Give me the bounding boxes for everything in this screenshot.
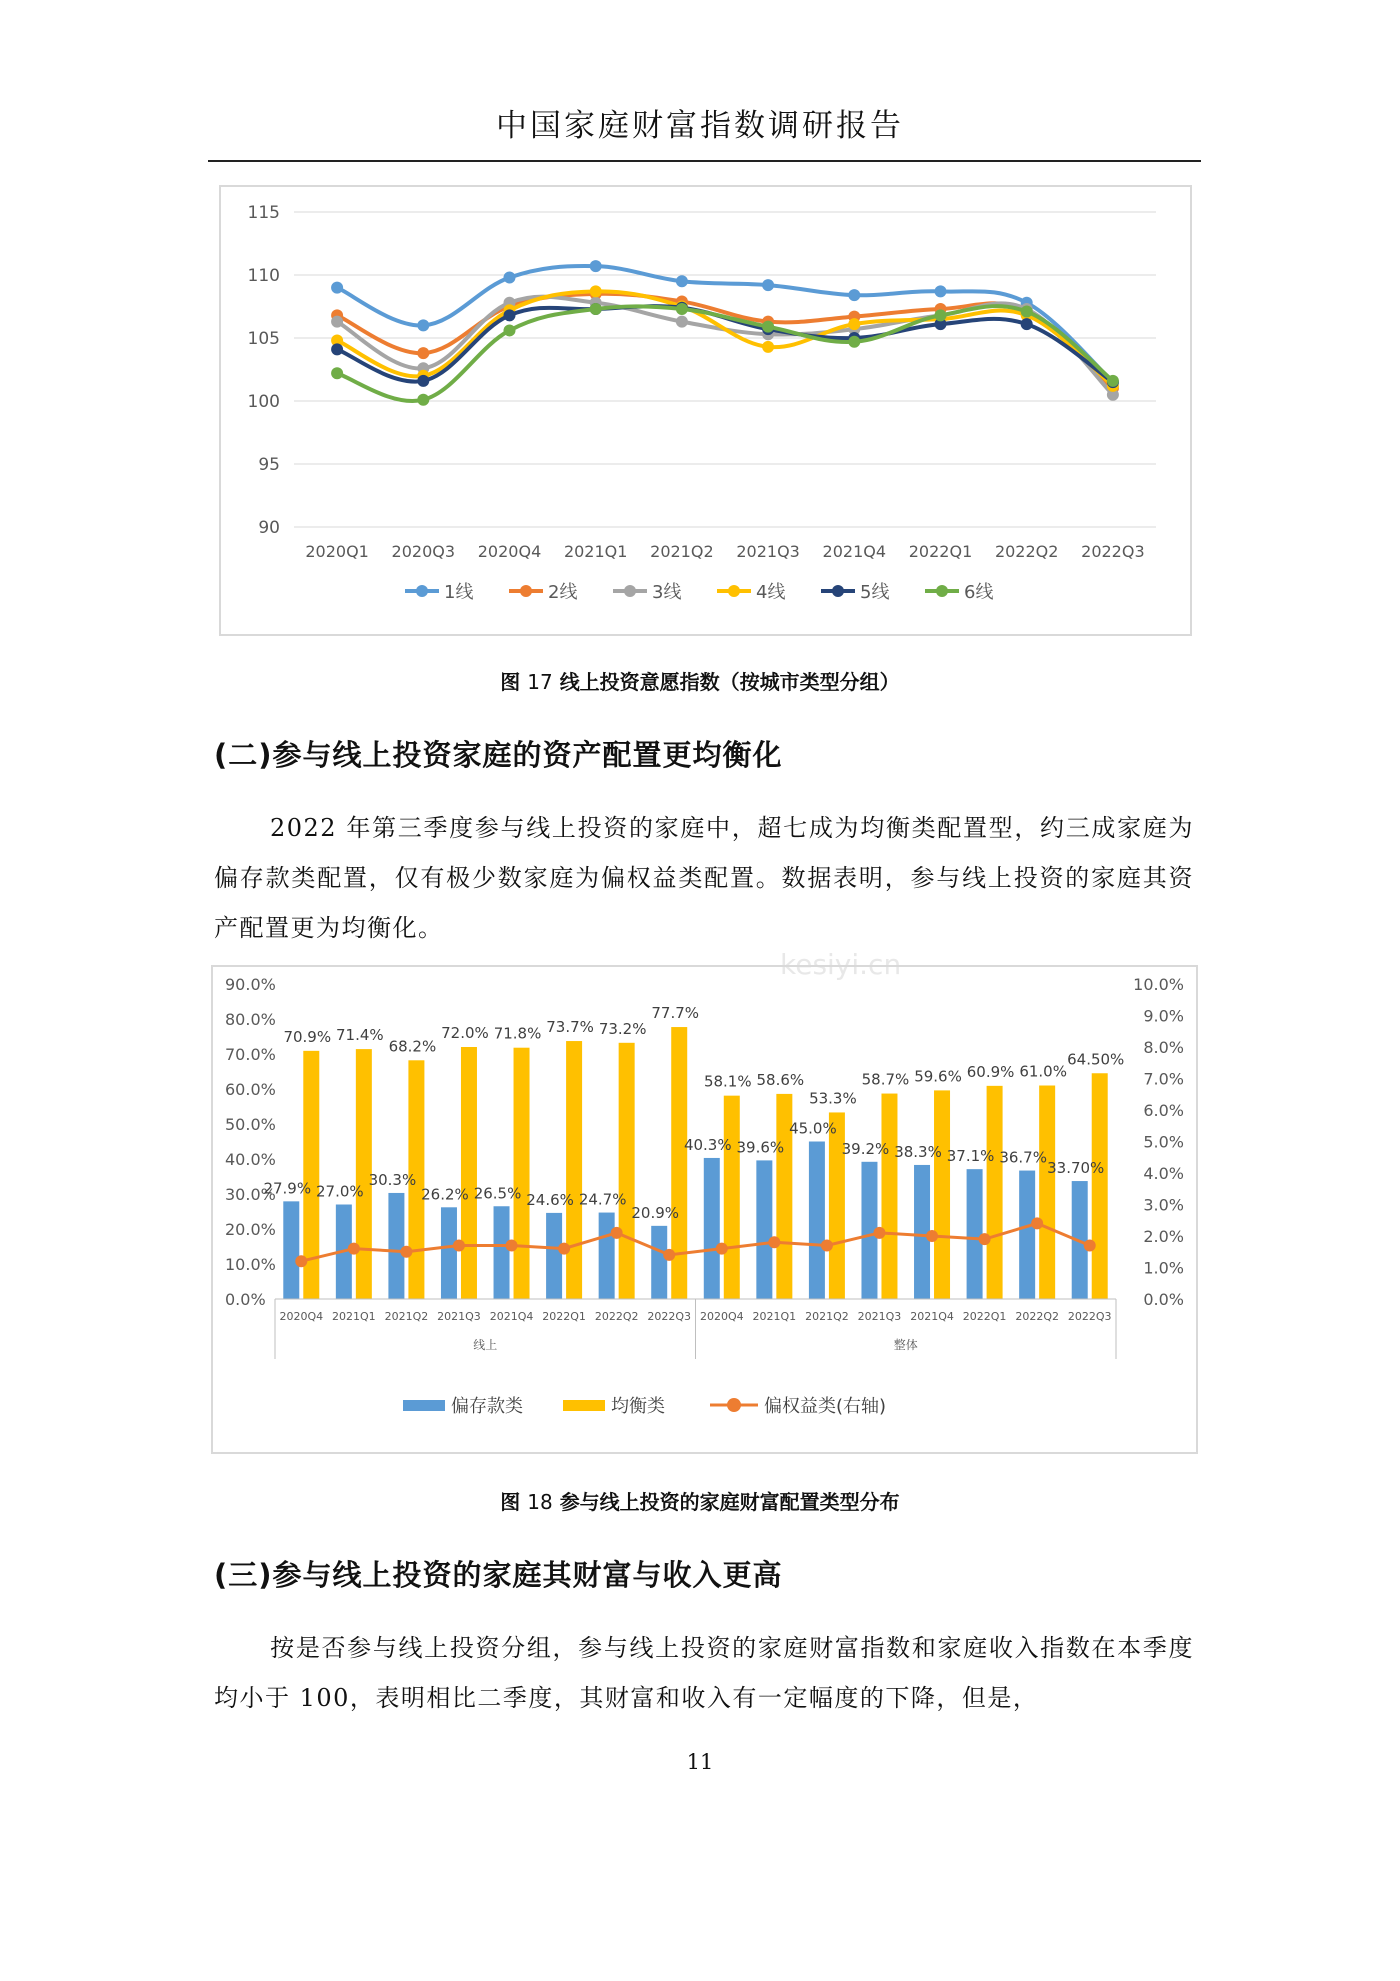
legend-label: 均衡类 [611, 1396, 665, 1417]
equity-point [400, 1246, 412, 1258]
bar-balanced [934, 1090, 950, 1299]
legend-marker [727, 1398, 741, 1412]
x-tick-label: 2022Q1 [542, 1310, 586, 1323]
equity-point [768, 1236, 780, 1248]
page-number: 11 [686, 1750, 714, 1774]
left-axis-tick-label: 0.0% [225, 1290, 266, 1309]
right-axis-tick-label: 1.0% [1143, 1258, 1184, 1278]
right-axis-tick-label: 8.0% [1143, 1038, 1184, 1057]
group-label: 线上 [473, 1338, 498, 1352]
bar-balanced [619, 1043, 635, 1299]
x-tick-label: 2021Q1 [752, 1310, 797, 1323]
series-point-5 [331, 343, 343, 355]
right-axis-tick-label: 9.0% [1143, 1006, 1184, 1026]
legend-label: 2线 [548, 582, 578, 603]
legend-label: 偏存款类 [451, 1396, 523, 1417]
section-2-paragraph-text: 2022 年第三季度参与线上投资的家庭中，超七成为均衡类配置型，约三成家庭为偏存款类配置，仅有极少数家庭为偏权益类配置。数据表明，参与线上投资的家庭其资产配置更为均衡化。 [214, 814, 1194, 942]
series-point-6 [935, 309, 947, 321]
bar-deposit-label: 24.7% [578, 1190, 627, 1209]
bar-deposit-label: 37.1% [946, 1147, 995, 1166]
section-3-heading: (三)参与线上投资的家庭其财富与收入更高 [214, 1558, 783, 1592]
legend-label: 4线 [756, 582, 786, 603]
legend-label: 偏权益类(右轴) [764, 1396, 887, 1417]
series-point-3 [331, 316, 343, 328]
legend-marker [624, 585, 636, 597]
chart-18-caption-text: 参与线上投资的家庭财富配置类型分布 [559, 1490, 900, 1514]
bar-deposit-label: 27.0% [316, 1182, 364, 1201]
bar-deposit-label: 39.6% [736, 1138, 785, 1157]
series-point-1 [590, 260, 602, 272]
equity-point [1084, 1239, 1096, 1251]
legend-marker [520, 585, 532, 597]
series-point-6 [417, 394, 429, 406]
bar-balanced-label: 58.6% [756, 1070, 805, 1089]
bar-deposit [809, 1142, 825, 1300]
bar-deposit [756, 1160, 772, 1299]
section-3-paragraph [214, 1623, 1194, 1723]
bar-deposit [967, 1169, 983, 1299]
right-axis-tick-label: 7.0% [1143, 1069, 1184, 1089]
x-tick-label: 2020Q4 [279, 1310, 324, 1323]
y-tick-label: 100 [247, 392, 280, 412]
x-tick-label: 2022Q3 [1067, 1310, 1112, 1323]
series-point-1 [504, 272, 516, 284]
left-axis-tick-label: 70.0% [225, 1045, 276, 1064]
section-2-heading: (二)参与线上投资家庭的资产配置更均衡化 [214, 738, 783, 772]
equity-point [1031, 1217, 1043, 1229]
bar-balanced-label: 68.2% [388, 1037, 437, 1056]
x-tick-label: 2021Q2 [384, 1310, 429, 1323]
bar-balanced [461, 1047, 477, 1299]
right-axis-tick-label: 6.0% [1143, 1101, 1184, 1120]
bar-deposit [494, 1206, 510, 1299]
bar-deposit-label: 33.70% [1047, 1159, 1105, 1178]
x-tick-label: 2022Q1 [908, 542, 973, 561]
bar-deposit [546, 1213, 562, 1299]
bar-balanced-label: 73.2% [598, 1019, 647, 1038]
equity-point [979, 1233, 991, 1245]
equity-point [295, 1255, 307, 1267]
bar-deposit [1019, 1171, 1035, 1299]
bar-balanced-label: 59.6% [914, 1067, 962, 1086]
x-tick-label: 2020Q4 [477, 542, 542, 561]
chart-17-svg [221, 187, 1190, 634]
x-tick-label: 2020Q3 [391, 542, 456, 561]
bar-balanced-label: 58.7% [861, 1070, 910, 1089]
bar-deposit-label: 45.0% [789, 1119, 837, 1138]
page-header-title: 中国家庭财富指数调研报告 [496, 108, 904, 144]
equity-point [926, 1230, 938, 1242]
bar-balanced [514, 1048, 530, 1299]
bar-balanced-label: 77.7% [651, 1004, 700, 1023]
y-tick-label: 110 [247, 266, 280, 286]
chart-18-caption-label: 图 [500, 1490, 521, 1514]
chart-18-svg [213, 967, 1196, 1452]
x-tick-label: 2021Q2 [650, 542, 714, 561]
series-point-6 [590, 303, 602, 315]
bar-deposit-label: 27.9% [263, 1179, 312, 1198]
left-axis-tick-label: 10.0% [225, 1255, 276, 1274]
right-axis-tick-label: 4.0% [1143, 1164, 1184, 1183]
legend-marker [936, 585, 948, 597]
bar-balanced-label: 64.50% [1067, 1050, 1125, 1069]
bar-deposit-label: 36.7% [999, 1148, 1047, 1167]
bar-deposit-label: 40.3% [683, 1135, 732, 1154]
bar-deposit [704, 1158, 720, 1299]
series-point-3 [676, 316, 688, 328]
equity-point [821, 1239, 833, 1251]
equity-point [453, 1239, 465, 1251]
x-tick-label: 2021Q1 [332, 1310, 376, 1323]
chart-17-caption-text: 线上投资意愿指数（按城市类型分组） [559, 670, 900, 694]
x-tick-label: 2021Q3 [857, 1310, 902, 1323]
legend-marker [416, 585, 428, 597]
bar-balanced-label: 71.4% [336, 1026, 384, 1045]
x-tick-label: 2022Q3 [1081, 542, 1145, 561]
series-point-1 [331, 282, 343, 294]
bar-deposit-label: 38.3% [894, 1142, 942, 1161]
x-tick-label: 2020Q1 [305, 542, 369, 561]
right-axis-tick-label: 0.0% [1143, 1290, 1184, 1309]
chart-17-container [219, 185, 1192, 636]
bar-balanced-label: 61.0% [1019, 1062, 1067, 1081]
left-axis-tick-label: 20.0% [225, 1220, 276, 1239]
legend-label: 5线 [860, 582, 890, 603]
series-point-1 [848, 289, 860, 301]
header-divider [208, 160, 1201, 162]
equity-point [506, 1239, 518, 1251]
series-point-6 [331, 367, 343, 379]
bar-balanced-label: 58.1% [703, 1072, 752, 1091]
x-tick-label: 2021Q4 [489, 1310, 534, 1323]
x-tick-label: 2021Q3 [437, 1310, 481, 1323]
section-2-paragraph [214, 803, 1194, 953]
bar-balanced [881, 1094, 897, 1299]
bar-deposit [388, 1193, 404, 1299]
series-point-5 [1021, 318, 1033, 330]
series-point-5 [417, 375, 429, 387]
series-point-1 [676, 275, 688, 287]
chart-17-caption [0, 666, 1400, 695]
watermark-text: kesiyi.cn [780, 948, 902, 981]
left-axis-tick-label: 90.0% [225, 975, 276, 994]
bar-balanced-label: 73.7% [546, 1018, 594, 1037]
legend-label: 1线 [444, 582, 474, 603]
bar-balanced-label: 53.3% [809, 1089, 857, 1108]
chart-17-caption-number: 17 [527, 670, 553, 694]
bar-balanced-label: 71.8% [493, 1024, 542, 1043]
chart-18-caption [0, 1486, 1400, 1515]
chart-18-container [211, 965, 1198, 1454]
bar-deposit-label: 30.3% [368, 1170, 417, 1189]
legend-swatch [403, 1400, 445, 1411]
y-tick-label: 105 [247, 329, 280, 349]
x-tick-label: 2022Q2 [994, 542, 1059, 561]
equity-point [611, 1227, 623, 1239]
bar-deposit [651, 1226, 667, 1299]
series-point-6 [762, 321, 774, 333]
equity-point [716, 1243, 728, 1255]
x-tick-label: 2022Q3 [647, 1310, 692, 1323]
bar-deposit-label: 26.5% [473, 1184, 522, 1203]
right-axis-tick-label: 5.0% [1143, 1132, 1184, 1152]
x-tick-label: 2021Q4 [822, 542, 887, 561]
left-axis-tick-label: 30.0% [225, 1185, 276, 1204]
equity-point [558, 1243, 570, 1255]
right-axis-tick-label: 3.0% [1143, 1195, 1184, 1215]
x-tick-label: 2022Q1 [962, 1310, 1007, 1323]
y-tick-label: 90 [258, 518, 280, 538]
y-tick-label: 95 [258, 455, 280, 475]
bar-balanced [1039, 1086, 1055, 1300]
bar-deposit [283, 1201, 299, 1299]
bar-balanced [987, 1086, 1003, 1299]
bar-balanced-label: 70.9% [283, 1027, 332, 1046]
x-tick-label: 2020Q4 [699, 1310, 744, 1323]
bar-deposit-label: 24.6% [526, 1190, 574, 1209]
bar-balanced-label: 72.0% [441, 1024, 489, 1042]
series-point-2 [417, 347, 429, 359]
section-3-paragraph-text: 按是否参与线上投资分组，参与线上投资的家庭财富指数和家庭收入指数在本季度均小于 100，表明相比二季度，其财富和收入有一定幅度的下降，但是， [214, 1634, 1194, 1712]
series-point-4 [762, 341, 774, 353]
series-point-6 [504, 324, 516, 336]
right-axis-tick-label: 2.0% [1143, 1227, 1184, 1246]
series-point-4 [848, 318, 860, 330]
left-axis-tick-label: 40.0% [225, 1150, 276, 1169]
left-axis-tick-label: 80.0% [225, 1010, 276, 1029]
series-point-5 [504, 309, 516, 321]
equity-point [873, 1227, 885, 1239]
series-point-6 [1107, 375, 1119, 387]
series-point-1 [762, 279, 774, 291]
bar-deposit-label: 26.2% [421, 1185, 469, 1204]
series-point-6 [1021, 306, 1033, 318]
bar-deposit [441, 1207, 457, 1299]
legend-marker [832, 585, 844, 597]
bar-deposit-label: 20.9% [631, 1203, 680, 1222]
bar-balanced [1092, 1073, 1108, 1299]
series-point-4 [590, 285, 602, 297]
bar-balanced-label: 60.9% [966, 1062, 1015, 1081]
left-axis-tick-label: 60.0% [225, 1080, 276, 1099]
equity-point [348, 1243, 360, 1255]
bar-deposit-label: 39.2% [841, 1139, 890, 1158]
group-label: 整体 [893, 1338, 918, 1352]
bar-balanced [724, 1096, 740, 1299]
series-point-1 [417, 319, 429, 331]
bar-balanced [566, 1041, 582, 1299]
left-axis-tick-label: 50.0% [225, 1115, 276, 1134]
series-point-6 [676, 303, 688, 315]
x-tick-label: 2022Q2 [1015, 1310, 1059, 1323]
right-axis-tick-label: 10.0% [1133, 975, 1184, 994]
x-tick-label: 2022Q2 [594, 1310, 639, 1323]
legend-swatch [563, 1400, 605, 1411]
chart-18-caption-number: 18 [527, 1490, 553, 1514]
chart-17-caption-label: 图 [500, 670, 521, 694]
legend-marker [728, 585, 740, 597]
series-point-1 [935, 285, 947, 297]
x-tick-label: 2021Q4 [910, 1310, 954, 1323]
legend-label: 6线 [964, 582, 994, 603]
x-tick-label: 2021Q3 [736, 542, 800, 561]
x-tick-label: 2021Q2 [805, 1310, 849, 1323]
x-tick-label: 2021Q1 [563, 542, 628, 561]
legend-label: 3线 [652, 582, 682, 603]
series-point-6 [848, 336, 860, 348]
y-tick-label: 115 [247, 203, 280, 223]
equity-point [663, 1249, 675, 1261]
bar-deposit [599, 1213, 615, 1299]
